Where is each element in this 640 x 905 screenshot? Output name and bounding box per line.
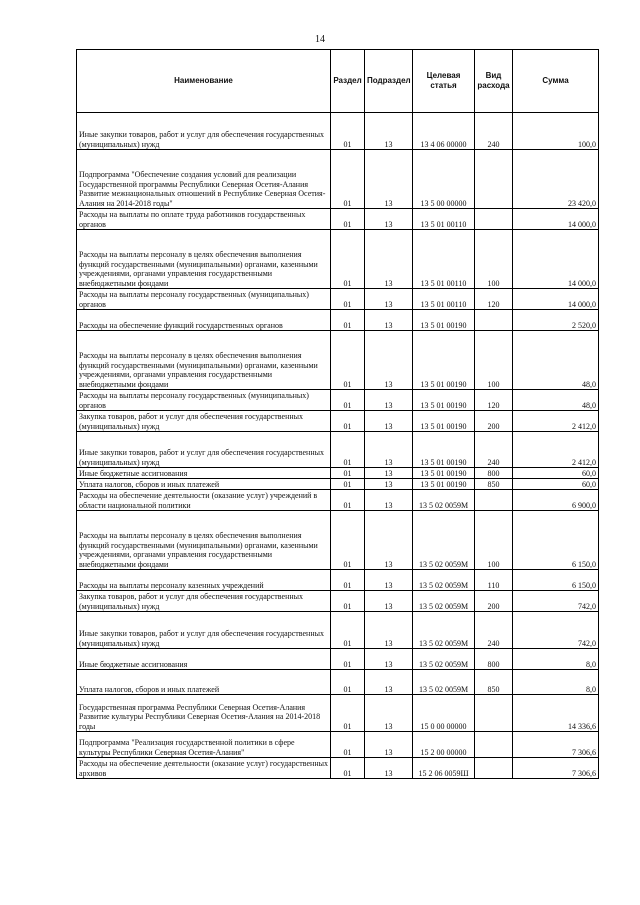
cell-name: Иные закупки товаров, работ и услуг для обеспечения государственных (муниципальных) нужд — [77, 113, 331, 150]
cell-section: 01 — [331, 758, 365, 779]
cell-kind: 240 — [475, 113, 513, 150]
cell-kind: 800 — [475, 468, 513, 479]
table-row — [77, 732, 599, 758]
cell-subsection: 13 — [365, 113, 413, 150]
table-row — [77, 150, 599, 209]
cell-kind: 850 — [475, 670, 513, 695]
cell-kind — [475, 209, 513, 230]
cell-name: Расходы на выплаты персоналу в целях обеспечения выполнения функций государственными (муниципальными) органами, казенными учреждениями, органами управления государственными внебюджетными фондами — [77, 511, 331, 570]
cell-name: Иные бюджетные ассигнования — [77, 468, 331, 479]
cell-section: 01 — [331, 310, 365, 331]
cell-sum: 2 520,0 — [513, 310, 599, 331]
cell-sum: 60,0 — [513, 468, 599, 479]
cell-target: 13 5 02 0059М — [413, 612, 475, 649]
table-row — [77, 511, 599, 570]
cell-sum: 14 000,0 — [513, 289, 599, 310]
cell-sum: 8,0 — [513, 670, 599, 695]
cell-target: 13 5 02 0059М — [413, 670, 475, 695]
cell-target: 13 5 01 00190 — [413, 310, 475, 331]
col-header-kind: Вид расхода — [475, 50, 513, 113]
cell-kind: 200 — [475, 411, 513, 432]
cell-name: Подпрограмма "Реализация государственной политики в сфере культуры Республики Северная Осетия-Алания" — [77, 732, 331, 758]
col-header-name: Наименование — [77, 50, 331, 113]
cell-section: 01 — [331, 649, 365, 670]
cell-subsection: 13 — [365, 289, 413, 310]
cell-subsection: 13 — [365, 230, 413, 289]
cell-target: 13 5 02 0059М — [413, 490, 475, 511]
cell-section: 01 — [331, 732, 365, 758]
cell-section: 01 — [331, 411, 365, 432]
table-row — [77, 113, 599, 150]
table-row — [77, 310, 599, 331]
table-row — [77, 612, 599, 649]
cell-subsection: 13 — [365, 758, 413, 779]
cell-target: 13 4 06 00000 — [413, 113, 475, 150]
cell-subsection: 13 — [365, 209, 413, 230]
cell-sum: 2 412,0 — [513, 411, 599, 432]
cell-name: Закупка товаров, работ и услуг для обеспечения государственных (муниципальных) нужд — [77, 411, 331, 432]
cell-subsection: 13 — [365, 670, 413, 695]
cell-subsection: 13 — [365, 612, 413, 649]
cell-subsection: 13 — [365, 479, 413, 490]
cell-target: 13 5 02 0059М — [413, 570, 475, 591]
cell-target: 13 5 01 00190 — [413, 432, 475, 468]
cell-name: Расходы на обеспечение деятельности (оказание услуг) учреждений в области национальной политики — [77, 490, 331, 511]
cell-target: 15 0 00 00000 — [413, 695, 475, 732]
cell-subsection: 13 — [365, 390, 413, 411]
table-row — [77, 230, 599, 289]
cell-subsection: 13 — [365, 570, 413, 591]
table-row — [77, 758, 599, 779]
cell-target: 13 5 02 0059М — [413, 649, 475, 670]
cell-name: Государственная программа Республики Северная Осетия-Алания Развитие культуры Республики Северная Осетия-Алания на 2014-2018 годы — [77, 695, 331, 732]
cell-subsection: 13 — [365, 468, 413, 479]
table-row — [77, 411, 599, 432]
cell-section: 01 — [331, 591, 365, 612]
cell-subsection: 13 — [365, 310, 413, 331]
table-row — [77, 209, 599, 230]
cell-sum: 2 412,0 — [513, 432, 599, 468]
cell-sum: 14 000,0 — [513, 230, 599, 289]
cell-section: 01 — [331, 479, 365, 490]
table-row — [77, 479, 599, 490]
cell-name: Расходы на выплаты персоналу в целях обеспечения выполнения функций государственными (муниципальными) органами, казенными учреждениями, органами управления государственными внебюджетными фондами — [77, 331, 331, 390]
table-row — [77, 490, 599, 511]
cell-sum: 14 000,0 — [513, 209, 599, 230]
cell-sum: 23 420,0 — [513, 150, 599, 209]
cell-sum: 7 306,6 — [513, 732, 599, 758]
cell-name: Иные бюджетные ассигнования — [77, 649, 331, 670]
cell-kind: 100 — [475, 230, 513, 289]
cell-name: Закупка товаров, работ и услуг для обеспечения государственных (муниципальных) нужд — [77, 591, 331, 612]
cell-subsection: 13 — [365, 490, 413, 511]
cell-kind: 120 — [475, 390, 513, 411]
cell-section: 01 — [331, 331, 365, 390]
cell-target: 13 5 02 0059М — [413, 511, 475, 570]
cell-sum: 742,0 — [513, 612, 599, 649]
cell-sum: 60,0 — [513, 479, 599, 490]
cell-target: 13 5 00 00000 — [413, 150, 475, 209]
cell-section: 01 — [331, 490, 365, 511]
cell-target: 13 5 01 00110 — [413, 289, 475, 310]
cell-kind — [475, 150, 513, 209]
cell-name: Расходы на обеспечение функций государственных органов — [77, 310, 331, 331]
cell-kind: 240 — [475, 432, 513, 468]
cell-section: 01 — [331, 289, 365, 310]
cell-sum: 100,0 — [513, 113, 599, 150]
cell-target: 13 5 01 00190 — [413, 331, 475, 390]
page-number: 14 — [315, 34, 325, 45]
cell-sum: 14 336,6 — [513, 695, 599, 732]
cell-kind — [475, 490, 513, 511]
cell-subsection: 13 — [365, 591, 413, 612]
cell-section: 01 — [331, 209, 365, 230]
cell-section: 01 — [331, 230, 365, 289]
cell-kind: 800 — [475, 649, 513, 670]
table-row — [77, 591, 599, 612]
cell-target: 15 2 06 0059Ш — [413, 758, 475, 779]
col-header-section: Раздел — [331, 50, 365, 113]
table-row — [77, 649, 599, 670]
table-row — [77, 390, 599, 411]
cell-kind: 110 — [475, 570, 513, 591]
table-header-row — [77, 50, 599, 113]
cell-sum: 742,0 — [513, 591, 599, 612]
cell-sum: 48,0 — [513, 331, 599, 390]
cell-kind: 120 — [475, 289, 513, 310]
col-header-subsection: Подраздел — [365, 50, 413, 113]
cell-sum: 48,0 — [513, 390, 599, 411]
cell-subsection: 13 — [365, 411, 413, 432]
cell-section: 01 — [331, 432, 365, 468]
cell-section: 01 — [331, 468, 365, 479]
cell-name: Расходы на выплаты персоналу казенных учреждений — [77, 570, 331, 591]
cell-target: 15 2 00 00000 — [413, 732, 475, 758]
table-body — [77, 113, 599, 779]
cell-name: Расходы на выплаты персоналу в целях обеспечения выполнения функций государственными (муниципальными) органами, казенными учреждениями, органами управления государственными внебюджетными фондами — [77, 230, 331, 289]
cell-kind: 850 — [475, 479, 513, 490]
cell-target: 13 5 01 00190 — [413, 390, 475, 411]
col-header-sum: Сумма — [513, 50, 599, 113]
cell-kind — [475, 732, 513, 758]
cell-section: 01 — [331, 570, 365, 591]
cell-subsection: 13 — [365, 331, 413, 390]
cell-kind: 100 — [475, 331, 513, 390]
table-row — [77, 570, 599, 591]
table-row — [77, 331, 599, 390]
cell-section: 01 — [331, 150, 365, 209]
cell-kind — [475, 758, 513, 779]
cell-subsection: 13 — [365, 150, 413, 209]
cell-name: Уплата налогов, сборов и иных платежей — [77, 670, 331, 695]
cell-target: 13 5 01 00110 — [413, 230, 475, 289]
cell-section: 01 — [331, 390, 365, 411]
cell-subsection: 13 — [365, 511, 413, 570]
cell-section: 01 — [331, 612, 365, 649]
cell-kind — [475, 695, 513, 732]
cell-target: 13 5 01 00190 — [413, 479, 475, 490]
table-row — [77, 670, 599, 695]
cell-name: Расходы на выплаты по оплате труда работников государственных органов — [77, 209, 331, 230]
table-row — [77, 468, 599, 479]
cell-sum: 8,0 — [513, 649, 599, 670]
cell-kind — [475, 310, 513, 331]
cell-section: 01 — [331, 511, 365, 570]
cell-subsection: 13 — [365, 732, 413, 758]
cell-target: 13 5 02 0059М — [413, 591, 475, 612]
cell-name: Расходы на обеспечение деятельности (оказание услуг) государственных архивов — [77, 758, 331, 779]
cell-kind: 100 — [475, 511, 513, 570]
cell-target: 13 5 01 00190 — [413, 411, 475, 432]
col-header-target: Целевая статья — [413, 50, 475, 113]
cell-sum: 6 150,0 — [513, 511, 599, 570]
budget-table — [76, 49, 599, 779]
cell-name: Расходы на выплаты персоналу государственных (муниципальных) органов — [77, 390, 331, 411]
cell-sum: 7 306,6 — [513, 758, 599, 779]
table-row — [77, 695, 599, 732]
table-row — [77, 432, 599, 468]
cell-name: Иные закупки товаров, работ и услуг для обеспечения государственных (муниципальных) нужд — [77, 612, 331, 649]
cell-name: Иные закупки товаров, работ и услуг для обеспечения государственных (муниципальных) нужд — [77, 432, 331, 468]
cell-kind: 240 — [475, 612, 513, 649]
cell-name: Подпрограмма "Обеспечение создания условий для реализации Государственной программы Республики Северная Осетия-Алания Развитие межнациональных отношений в Республике Северная Осетия-Алания на 2014-2018 годы" — [77, 150, 331, 209]
cell-kind: 200 — [475, 591, 513, 612]
cell-name: Уплата налогов, сборов и иных платежей — [77, 479, 331, 490]
cell-subsection: 13 — [365, 695, 413, 732]
cell-subsection: 13 — [365, 649, 413, 670]
cell-sum: 6 900,0 — [513, 490, 599, 511]
cell-name: Расходы на выплаты персоналу государственных (муниципальных) органов — [77, 289, 331, 310]
cell-target: 13 5 01 00110 — [413, 209, 475, 230]
cell-section: 01 — [331, 113, 365, 150]
table-row — [77, 289, 599, 310]
cell-sum: 6 150,0 — [513, 570, 599, 591]
cell-section: 01 — [331, 695, 365, 732]
cell-target: 13 5 01 00190 — [413, 468, 475, 479]
cell-section: 01 — [331, 670, 365, 695]
cell-subsection: 13 — [365, 432, 413, 468]
